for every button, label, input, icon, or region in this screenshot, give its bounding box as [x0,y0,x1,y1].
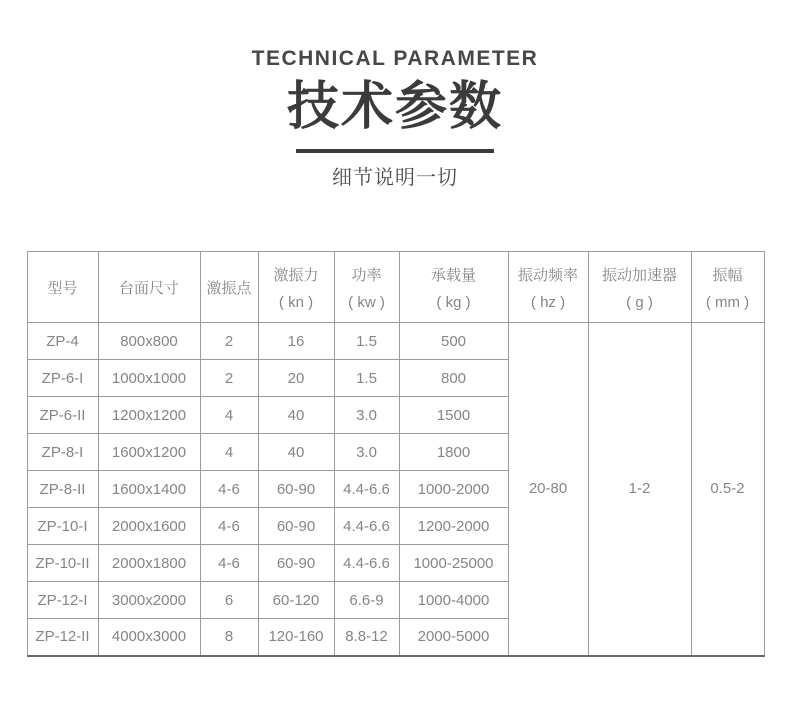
table-cell: 4-6 [200,471,258,508]
table-cell: 1200x1200 [98,397,200,434]
table-cell-merged-vibration-frequency: 20-80 [508,323,588,656]
column-header-label: 振幅 [712,266,743,284]
column-header-label: 振动频率 [517,266,578,284]
table-cell: 3.0 [334,397,399,434]
table-cell: 120-160 [258,619,334,656]
table-cell: 60-90 [258,508,334,545]
table-cell: 60-90 [258,471,334,508]
column-header-label: 激振点 [206,279,252,297]
column-header [98,252,200,323]
spec-table [27,251,765,657]
column-header [399,252,508,323]
table-cell: 40 [258,397,334,434]
title-divider [296,149,494,153]
table-cell: ZP-6-I [27,360,98,397]
column-header [691,252,764,323]
table-cell: ZP-4 [27,323,98,360]
subtitle: 细节说明一切 [332,167,458,189]
table-cell: 2000x1600 [98,508,200,545]
table-cell: 1600x1200 [98,434,200,471]
table-cell: 4 [200,434,258,471]
column-header-label: 台面尺寸 [118,279,179,297]
table-cell: 1600x1400 [98,471,200,508]
column-header-unit: ( kw ) [348,293,385,311]
column-header-unit: ( g ) [626,293,653,311]
table-cell: 1800 [399,434,508,471]
table-cell: 3.0 [334,434,399,471]
table-cell: 2 [200,360,258,397]
column-header-unit: ( mm ) [705,293,750,311]
column-header [508,252,588,323]
table-cell: 8.8-12 [334,619,399,656]
column-header-label: 激振力 [273,266,319,284]
column-header-unit: ( hz ) [530,293,566,311]
table-cell: 4.4-6.6 [334,508,399,545]
table-cell: 1000-25000 [399,545,508,582]
table-cell: 1000-2000 [399,471,508,508]
table-cell-merged-amplitude: 0.5-2 [691,323,764,656]
header [0,0,790,189]
column-header-label: 型号 [47,279,78,297]
table-cell: ZP-8-II [27,471,98,508]
table-cell: 4-6 [200,545,258,582]
table-cell: ZP-10-I [27,508,98,545]
table-cell: 4.4-6.6 [334,471,399,508]
column-header [588,252,691,323]
table-cell: 1.5 [334,360,399,397]
table-cell: 1000x1000 [98,360,200,397]
table-cell: 2000x1800 [98,545,200,582]
column-header [27,252,98,323]
table-cell: 60-120 [258,582,334,619]
table-cell: 800 [399,360,508,397]
table-cell: 60-90 [258,545,334,582]
table-cell: ZP-6-II [27,397,98,434]
spec-table-body [27,323,764,656]
eyebrow-title: TECHNICAL PARAMETER [251,47,539,70]
table-cell: 4000x3000 [98,619,200,656]
table-cell: ZP-12-I [27,582,98,619]
table-cell: 16 [258,323,334,360]
page-title: 技术参数 [286,78,503,136]
spec-table-wrap [27,251,764,657]
table-cell-merged-vibration-accelerator: 1-2 [588,323,691,656]
column-header [258,252,334,323]
table-cell: 6.6-9 [334,582,399,619]
table-cell: 4-6 [200,508,258,545]
table-cell: 4.4-6.6 [334,545,399,582]
column-header [200,252,258,323]
column-header-label: 振动加速器 [601,266,677,284]
table-cell: 2 [200,323,258,360]
table-cell: ZP-10-II [27,545,98,582]
column-header-label: 承载量 [430,266,476,284]
table-cell: 1.5 [334,323,399,360]
table-cell: 1500 [399,397,508,434]
table-cell: 8 [200,619,258,656]
column-header [334,252,399,323]
table-cell: 6 [200,582,258,619]
table-cell: 500 [399,323,508,360]
table-row [27,323,764,360]
table-cell: ZP-12-II [27,619,98,656]
spec-table-header-row [27,252,764,323]
column-header-unit: ( kg ) [436,293,471,311]
table-cell: 40 [258,434,334,471]
table-cell: 1200-2000 [399,508,508,545]
table-cell: 20 [258,360,334,397]
column-header-unit: ( kn ) [278,293,314,311]
column-header-label: 功率 [351,266,382,284]
table-cell: 3000x2000 [98,582,200,619]
table-cell: 800x800 [98,323,200,360]
table-cell: 2000-5000 [399,619,508,656]
table-cell: 4 [200,397,258,434]
table-cell: 1000-4000 [399,582,508,619]
table-cell: ZP-8-I [27,434,98,471]
